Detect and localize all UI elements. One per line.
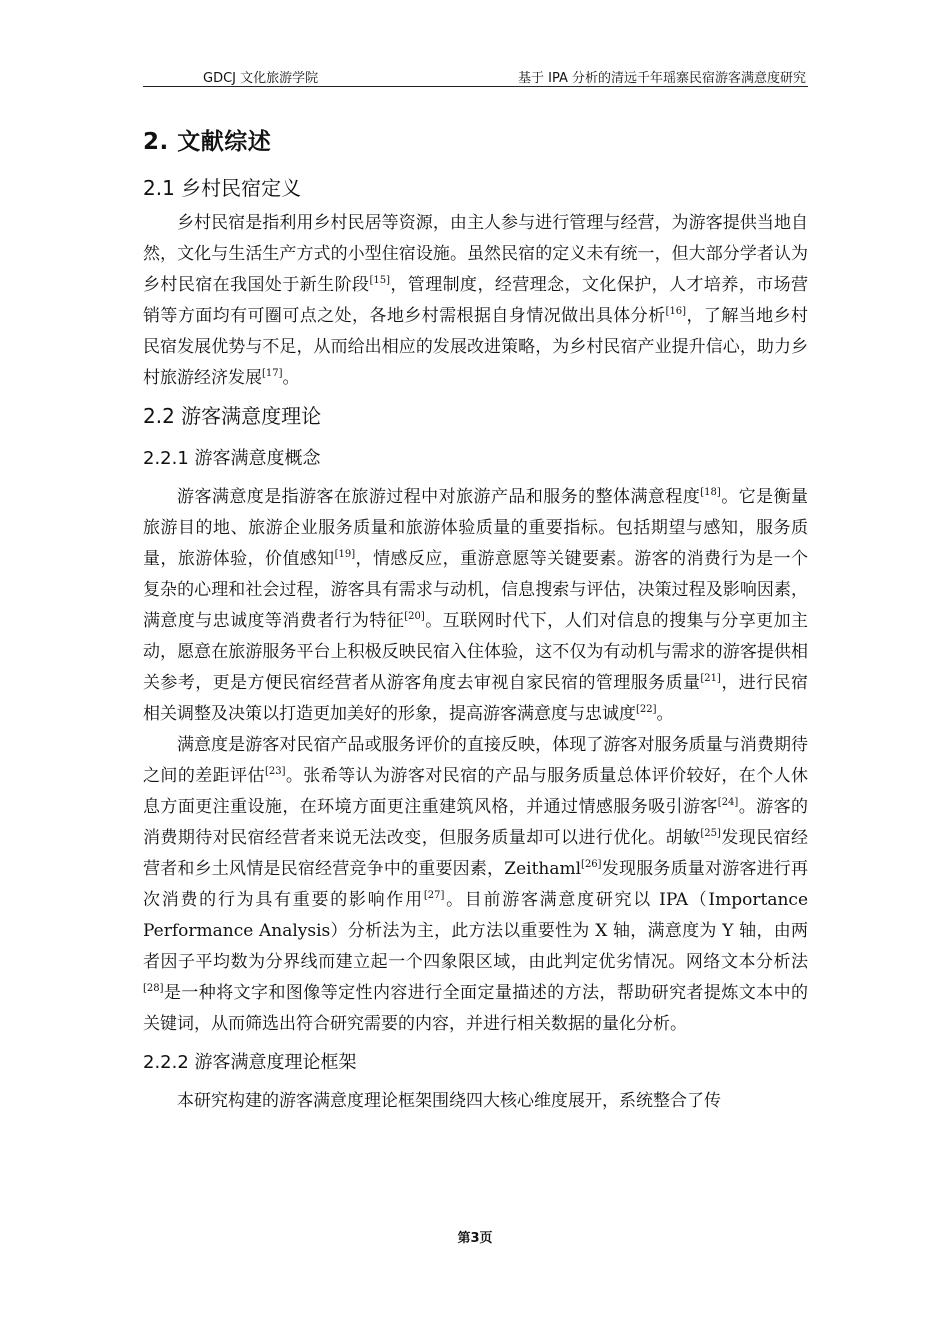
paragraph-text: ，进行民宿相关调整及决策以打造更加美好的形象，提高游客满意度与忠诚度	[143, 673, 809, 724]
paragraph-satisfaction-concept	[143, 482, 808, 730]
paragraph-text: 。互联网时代下，人们对信息的搜集与分享更加主动，愿意在旅游服务平台上积极反映民宿入住体验，这不仅为有动机与需求的游客提供相关参考，更是方便民宿经营者从游客角度去审视自家民宿的管理服务质量	[143, 611, 809, 693]
citation-ref: [24]	[717, 797, 739, 808]
header-institution: GDCJ 文化旅游学院	[203, 71, 319, 86]
subsubsection-title-2-2-2: 2.2.2 游客满意度理论框架	[143, 1052, 357, 1073]
citation-ref: [26]	[581, 859, 602, 870]
paragraph-text: ，情感反应，重游意愿等关键要素。游客的消费行为是一个复杂的心理和社会过程，游客具有需求与动机，信息搜索与评估，决策过程及影响因素，满意度与忠诚度等消费者行为特征	[143, 549, 809, 631]
citation-ref: [23]	[264, 766, 286, 777]
paragraph-text: 发现民宿经营者和乡土风情是民宿经营竞争中的重要因素，Zeithaml	[143, 828, 809, 879]
paragraph-text: 本研究构建的游客满意度理论框架围绕四大核心维度展开，系统整合了传	[177, 1091, 721, 1111]
page-number: 第3页	[457, 1231, 493, 1246]
paragraph-text: 。目前游客满意度研究以 IPA（Importance Performance Analysis）分析法为主，此方法以重要性为 X 轴，满意度为 Y 轴，由两者因子平均数为分界线而建立起一个四象限区域，由此判定优劣情况。网络文本分析法	[143, 890, 808, 972]
page-header	[143, 66, 808, 87]
paragraph-text: 发现服务质量对游客进行再次消费的行为具有重要的影响作用	[143, 859, 809, 910]
paragraph-text: 乡村民宿是指利用乡村民居等资源，由主人参与进行管理与经营，为游客提供当地自然，文化与生活生产方式的小型住宿设施。虽然民宿的定义未有统一，但大部分学者认为乡村民宿在我国处于新生阶段	[143, 213, 808, 295]
paragraph-text: 。	[656, 704, 674, 724]
citation-ref: [20]	[404, 611, 425, 622]
paragraph-text: ，管理制度，经营理念，文化保护，人才培养，市场营销等方面均有可圈可点之处，各地乡村需根据自身情况做出具体分析	[143, 275, 809, 326]
paragraph-satisfaction-evaluation	[143, 730, 808, 1040]
citation-ref: [17]	[262, 368, 283, 379]
subsection-title-2-1: 2.1 乡村民宿定义	[143, 176, 302, 200]
paragraph-text: 。它是衡量旅游目的地、旅游企业服务质量和旅游体验质量的重要指标。包括期望与感知，服务质量，旅游体验，价值感知	[143, 487, 809, 569]
paragraph-text: 满意度是游客对民宿产品或服务评价的直接反映，体现了游客对服务质量与消费期待之间的差距评估	[143, 735, 808, 786]
page-content	[143, 118, 808, 1117]
citation-ref: [15]	[369, 275, 390, 286]
citation-ref: [22]	[636, 704, 657, 715]
paragraph-text: 。张希等认为游客对民宿的产品与服务质量总体评价较好，在个人休息方面更注重设施，在环境方面更注重建筑风格，并通过情感服务吸引游客	[143, 766, 809, 817]
citation-ref: [25]	[700, 828, 721, 839]
citation-ref: [16]	[665, 306, 687, 317]
citation-ref: [19]	[334, 549, 356, 560]
paragraph-text: ，了解当地乡村民宿发展优势与不足，从而给出相应的发展改进策略，为乡村民宿产业提升信心，助力乡村旅游经济发展	[143, 306, 809, 388]
paragraph-rural-homestay-definition	[143, 208, 808, 394]
section-title: 2. 文献综述	[143, 129, 272, 155]
paragraph-theory-framework	[143, 1086, 808, 1117]
paragraph-text: 。游客的消费期待对民宿经营者来说无法改变，但服务质量却可以进行优化。胡敏	[143, 797, 809, 848]
citation-ref: [21]	[700, 673, 721, 684]
subsubsection-title-2-2-1: 2.2.1 游客满意度概念	[143, 448, 321, 469]
citation-ref: [28]	[143, 983, 164, 994]
paragraph-text: 游客满意度是指游客在旅游过程中对旅游产品和服务的整体满意程度	[177, 487, 701, 507]
citation-ref: [18]	[700, 487, 721, 498]
paragraph-text: 。	[282, 368, 300, 388]
paragraph-text: 是一种将文字和图像等定性内容进行全面定量描述的方法，帮助研究者提炼文本中的关键词，从而筛选出符合研究需要的内容，并进行相关数据的量化分析。	[143, 983, 808, 1034]
citation-ref: [27]	[423, 890, 445, 901]
header-paper-title: 基于 IPA 分析的清远千年瑶寨民宿游客满意度研究	[518, 71, 806, 86]
subsection-title-2-2: 2.2 游客满意度理论	[143, 404, 322, 428]
